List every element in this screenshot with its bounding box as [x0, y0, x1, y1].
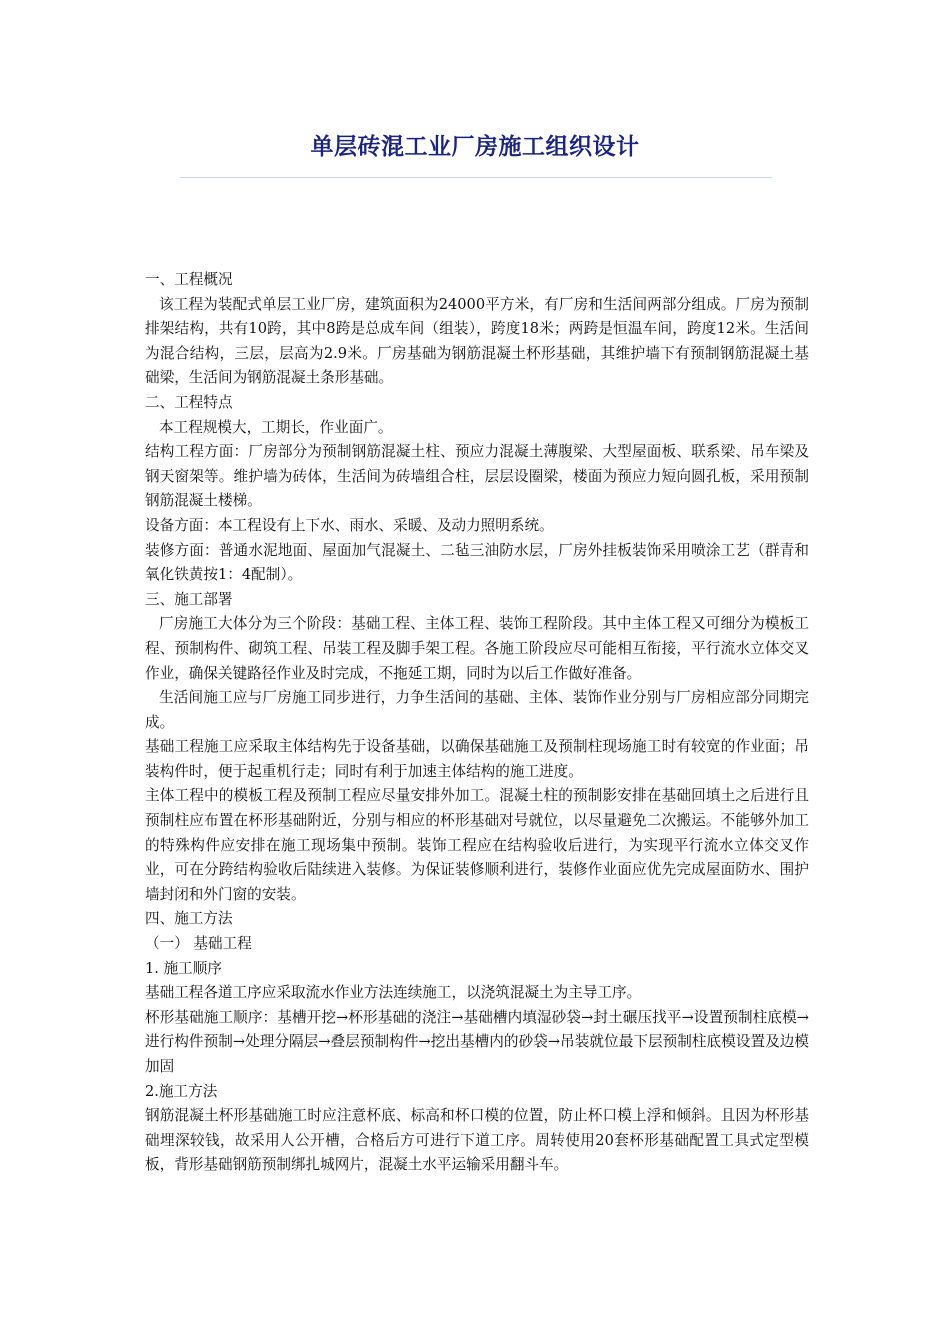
- section-heading: 2.施工方法: [145, 1082, 218, 1100]
- document-body: [145, 268, 809, 1178]
- paragraph: 本工程规模大，工期长，作业面广。: [159, 418, 393, 436]
- paragraph: 基础工程各道工序应采取流水作业方法连续施工，以浇筑混凝土为主导工序。: [145, 984, 642, 1002]
- paragraph: 生活间施工应与厂房施工同步进行，力争生活间的基础、主体、装饰作业分别与厂房相应部分同期完成。: [145, 689, 809, 731]
- section-heading: 一、工程概况: [145, 271, 233, 288]
- document-title: 单层砖混工业厂房施工组织设计: [310, 133, 640, 160]
- title-divider: [180, 177, 772, 178]
- section-heading: 三、施工部署: [145, 590, 233, 608]
- paragraph: 杯形基础施工顺序：基槽开挖→杯形基础的浇注→基础槽内填湿砂袋→封土碾压找平→设置预制柱底模→进行构件预制→处理分隔层→叠层预制构件→挖出基槽内的砂袋→吊装就位最下层预制柱底模设置及边模加固: [145, 1008, 809, 1075]
- section-heading: 四、施工方法: [145, 910, 233, 928]
- paragraph: 该工程为装配式单层工业厂房，建筑面积为24000平方米，有厂房和生活间两部分组成。厂房为预制排架结构，共有10跨，其中8跨是总成车间（组装），跨度18米；两跨是恒温车间，跨度12米。生活间为混合结构，三层，层高为2.9米。厂房基础为钢筋混凝土杯形基础，其维护墙下有预制钢筋混凝土基础梁，生活间为钢筋混凝土条形基础。: [145, 295, 809, 387]
- paragraph: 装修方面：普通水泥地面、屋面加气混凝土、二毡三油防水层，厂房外挂板装饰采用喷涂工艺（群青和氧化铁黄按1：4配制）。: [145, 541, 809, 584]
- paragraph: 基础工程施工应采取主体结构先于设备基础，以确保基础施工及预制柱现场施工时有较宽的作业面；吊装构件时，便于起重机行走；同时有利于加速主体结构的施工进度。: [145, 738, 809, 780]
- section-heading: 二、工程特点: [145, 393, 233, 411]
- paragraph: 主体工程中的模板工程及预制工程应尽量安排外加工。混凝土柱的预制影安排在基础回填土之后进行且预制柱应布置在杯形基础附近，分别与相应的杯形基础对号就位，以尽量避免二次搬运。不能够外加工的特殊构件应安排在施工现场集中预制。装饰工程应在结构验收后进行，为实现平行流水立体交叉作业，可在分跨结构验收后陆续进入装修。为保证装修顺利进行，装修作业面应优先完成屋面防水、围护墙封闭和外门窗的安装。: [145, 787, 809, 903]
- section-heading: （一） 基础工程: [145, 935, 252, 953]
- paragraph: 设备方面：本工程设有上下水、雨水、采暖、及动力照明系统。: [145, 516, 554, 534]
- paragraph: 钢筋混凝土杯形基础施工时应注意杯底、标高和杯口模的位置，防止杯口模上浮和倾斜。且因为杯形基础埋深较钱，故采用人公开槽，合格后方可进行下道工序。周转使用20套杯形基础配置工具式定型模板，背形基础钢筋预制绑扎城网片，混凝土水平运输采用翻斗车。: [145, 1107, 809, 1174]
- section-heading: 1. 施工顺序: [145, 959, 222, 977]
- paragraph: 厂房施工大体分为三个阶段：基础工程、主体工程、装饰工程阶段。其中主体工程又可细分为模板工程、预制构件、砌筑工程、吊装工程及脚手架工程。各施工阶段应尽可能相互衔接，平行流水立体交叉作业，确保关键路径作业及时完成，不拖延工期，同时为以后工作做好准备。: [145, 615, 809, 682]
- paragraph: 结构工程方面：厂房部分为预制钢筋混凝土柱、预应力混凝土薄腹梁、大型屋面板、联系梁、吊车梁及钢天窗架等。维护墙为砖体，生活间为砖墙组合柱，层层设圈梁，楼面为预应力短向圆孔板，采用预制钢筋混凝土楼梯。: [145, 443, 809, 510]
